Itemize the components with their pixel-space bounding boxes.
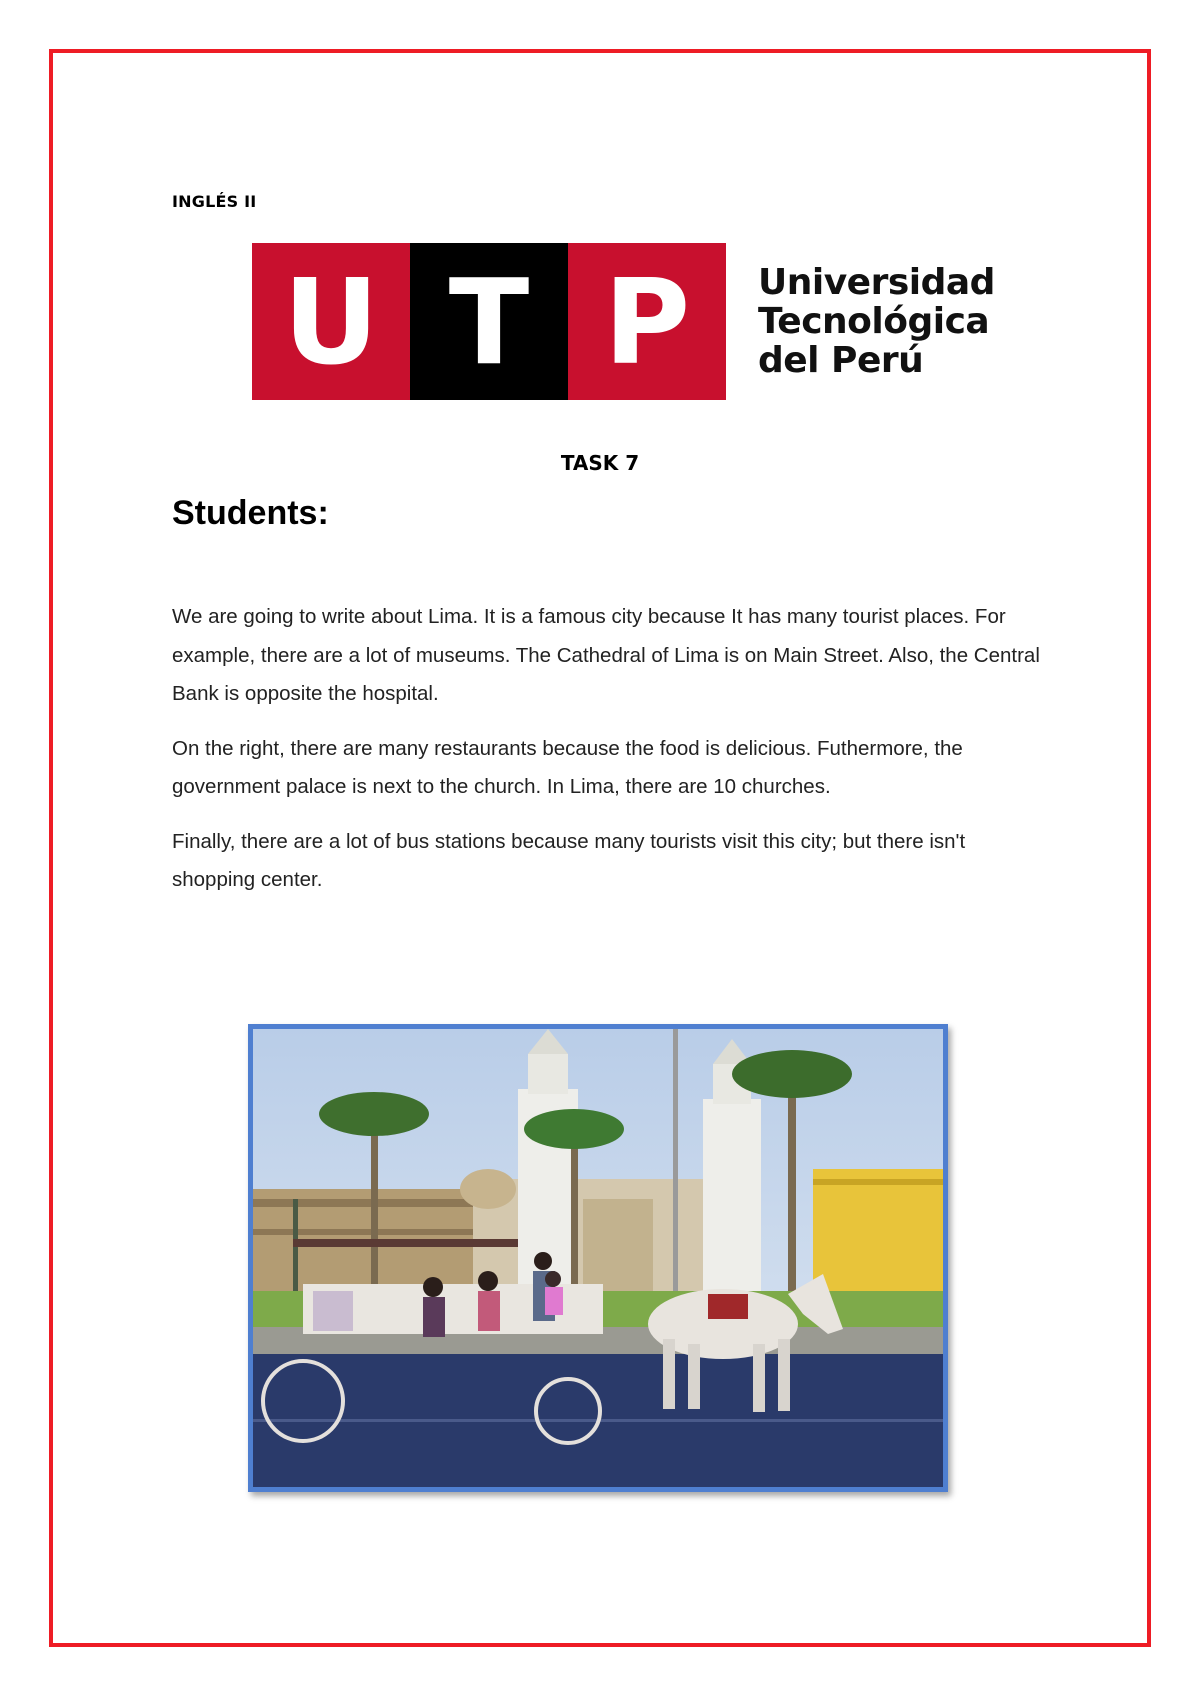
university-name-line: Universidad <box>758 262 995 303</box>
university-name <box>758 263 995 380</box>
paragraph: On the right, there are many restaurants because the food is delicious. Futhermore, the government palace is next to the church. In Lima, there are 10 churches. <box>172 736 963 798</box>
utp-logo <box>252 243 995 400</box>
paragraph: We are going to write about Lima. It is a famous city because It has many tourist places. For example, there are a lot of museums. The Cathedral of Lima is on Main Street. Also, the Central Bank is opposite the hospital. <box>172 605 1040 705</box>
task-title: TASK 7 <box>560 451 640 475</box>
logo-letter-p: P <box>603 252 691 391</box>
students-heading: Students: <box>172 494 329 532</box>
logo-box-p <box>568 243 726 400</box>
university-name-line: del Perú <box>758 340 924 381</box>
logo-box-t <box>410 243 568 400</box>
university-name-line: Tecnológica <box>758 301 990 342</box>
logo-letter-u: U <box>283 252 379 391</box>
logo-box-u <box>252 243 410 400</box>
photo-illustration <box>253 1029 943 1487</box>
lima-plaza-photo <box>248 1024 948 1492</box>
paragraph: Finally, there are a lot of bus stations because many tourists visit this city; but there isn't shopping center. <box>172 829 966 891</box>
logo-letter-t: T <box>448 252 530 391</box>
body-text <box>172 598 1042 916</box>
course-title: INGLÉS II <box>172 192 257 211</box>
